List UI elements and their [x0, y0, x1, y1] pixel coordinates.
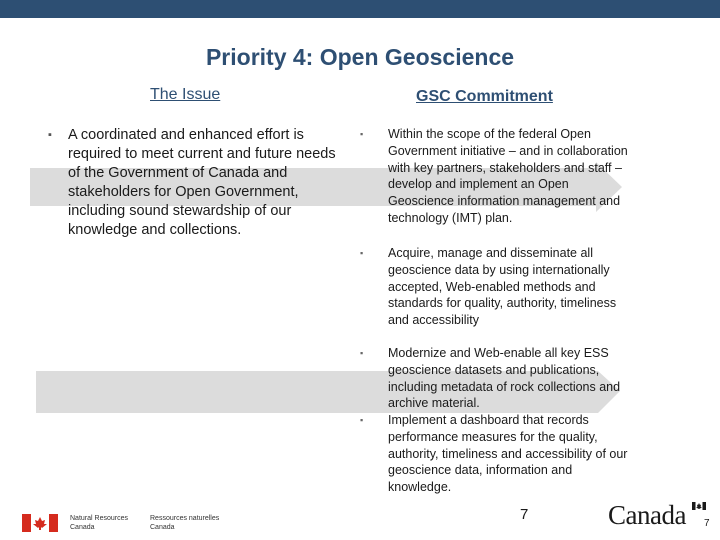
department-en-line1: Natural Resources [70, 515, 128, 522]
commitment-text: Acquire, manage and disseminate all geoscience data by using internationally accepted, Web-enabled methods and standards for quality, authority, timeliness and accessibility [388, 246, 617, 328]
bullet-marker: ▪ [360, 415, 364, 425]
department-fr-line1: Ressources naturelles [150, 515, 220, 522]
department-name-french [150, 514, 219, 532]
commitment-text: Modernize and Web-enable all key ESS geoscience datasets and publications, including metadata of rock collections and archive material. [388, 346, 621, 411]
bullet-marker: ▪ [360, 248, 364, 258]
issue-bullet [48, 126, 337, 240]
commitment-item-4 [360, 412, 630, 496]
canada-wordmark: Canada [608, 500, 686, 530]
slide-title: Priority 4: Open Geoscience [205, 44, 515, 70]
commitment-item-1 [360, 126, 630, 227]
issue-heading: The Issue [150, 86, 221, 103]
department-en-line2: Canada [70, 524, 95, 531]
commitment-item-2 [360, 245, 630, 329]
bullet-marker: ▪ [48, 129, 52, 141]
page-number: 7 [520, 506, 529, 523]
canada-flag-icon [22, 514, 58, 532]
bullet-marker: ▪ [360, 129, 364, 139]
wordmark-flag-icon [692, 502, 706, 510]
top-banner [0, 0, 720, 18]
commitment-text: Implement a dashboard that records performance measures for the quality, authority, timeliness and accessibility of our geoscience data, information and knowledge. [388, 413, 628, 495]
department-name-english [70, 514, 128, 532]
corner-page-number: 7 [704, 518, 710, 529]
issue-text: A coordinated and enhanced effort is required to meet current and future needs of the Government of Canada and stakeholders for Open Government, including sound stewardship of our knowledge and collections. [68, 127, 336, 238]
bullet-marker: ▪ [360, 348, 364, 358]
commitment-item-3 [360, 345, 630, 412]
department-fr-line2: Canada [150, 524, 175, 531]
commitment-text: Within the scope of the federal Open Government initiative – and in collaboration with key partners, stakeholders and staff – develop and implement an Open Geoscience information management and technology (IMT) plan. [388, 127, 628, 225]
commitment-heading: GSC Commitment [416, 88, 553, 105]
